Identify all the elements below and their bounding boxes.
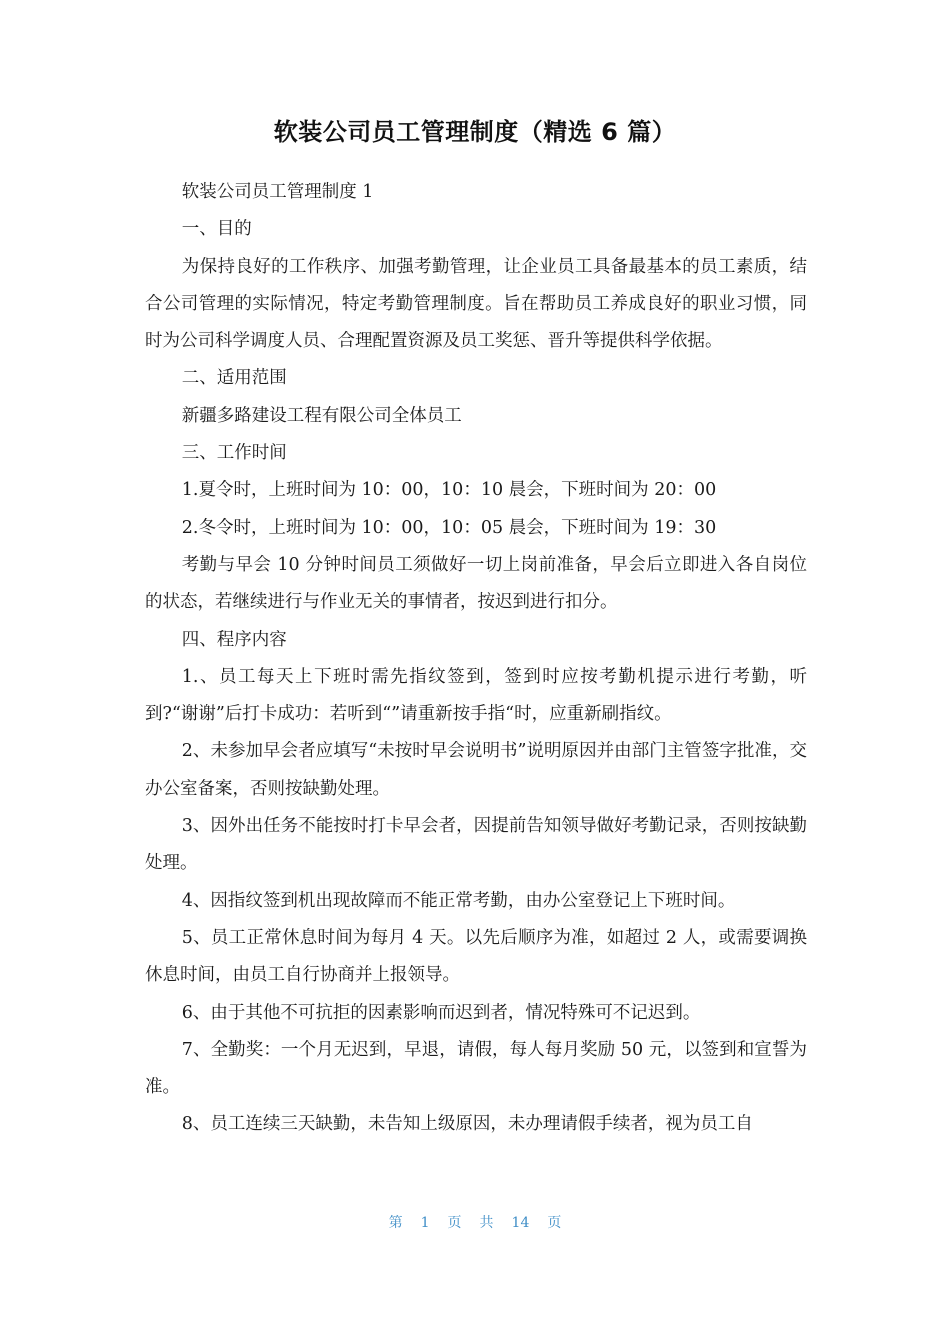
paragraph: 3、因外出任务不能按时打卡早会者，因提前告知领导做好考勤记录，否则按缺勤处理。 — [145, 816, 807, 874]
footer-page-number: 1 — [420, 1215, 430, 1231]
page-footer — [0, 1212, 950, 1234]
paragraph: 1.、员工每天上下班时需先指纹签到，签到时应按考勤机提示进行考勤，听到?“谢谢”后打卡成功：若听到“”请重新按手指“时，应重新刷指纹。 — [145, 666, 807, 725]
document-title: 软装公司员工管理制度（精选 6 篇） — [273, 118, 677, 146]
paragraph: 新疆多路建设工程有限公司全体员工 — [181, 405, 462, 426]
paragraph: 6、由于其他不可抗拒的因素影响而迟到者，情况特殊可不记迟到。 — [181, 1002, 701, 1023]
paragraph: 5、员工正常休息时间为每月 4 天。以先后顺序为准，如超过 2 人，或需要调换休息时间，由员工自行协商并上报领导。 — [145, 927, 807, 986]
paragraph: 2、未参加早会者应填写“未按时早会说明书”说明原因并由部门主管签字批准，交办公室备案，否则按缺勤处理。 — [145, 741, 807, 799]
paragraph: 为保持良好的工作秩序、加强考勤管理，让企业员工具备最基本的员工素质，结合公司管理的实际情况，特定考勤管理制度。旨在帮助员工养成良好的职业习惯，同时为公司科学调度人员、合理配置资源及员工奖惩、晋升等提供科学依据。 — [145, 256, 807, 352]
paragraph: 三、工作时间 — [181, 443, 287, 464]
paragraph: 4、因指纹签到机出现故障而不能正常考勤，由办公室登记上下班时间。 — [181, 890, 736, 911]
paragraph: 四、程序内容 — [181, 629, 287, 650]
document-body — [145, 174, 807, 1144]
footer-page-suffix: 页 — [447, 1215, 462, 1231]
footer-total-suffix: 页 — [547, 1215, 562, 1231]
footer-total-prefix: 共 — [479, 1215, 494, 1231]
paragraph: 软装公司员工管理制度 1 — [181, 182, 374, 202]
paragraph: 1.夏令时，上班时间为 10：00，10：10 晨会，下班时间为 20：00 — [181, 480, 717, 501]
paragraph: 一、目的 — [181, 219, 252, 240]
footer-total-pages: 14 — [511, 1215, 530, 1231]
paragraph: 二、适用范围 — [181, 368, 287, 389]
paragraph: 7、全勤奖：一个月无迟到，早退，请假，每人每月奖励 50 元，以签到和宣誓为准。 — [145, 1039, 807, 1098]
paragraph: 2.冬令时，上班时间为 10：00，10：05 晨会，下班时间为 19：30 — [181, 517, 717, 538]
footer-page-prefix: 第 — [388, 1215, 403, 1231]
paragraph: 8、员工连续三天缺勤，未告知上级原因，未办理请假手续者，视为员工自 — [181, 1114, 753, 1135]
paragraph: 考勤与早会 10 分钟时间员工须做好一切上岗前准备，早会后立即进入各自岗位的状态，若继续进行与作业无关的事情者，按迟到进行扣分。 — [145, 554, 807, 613]
